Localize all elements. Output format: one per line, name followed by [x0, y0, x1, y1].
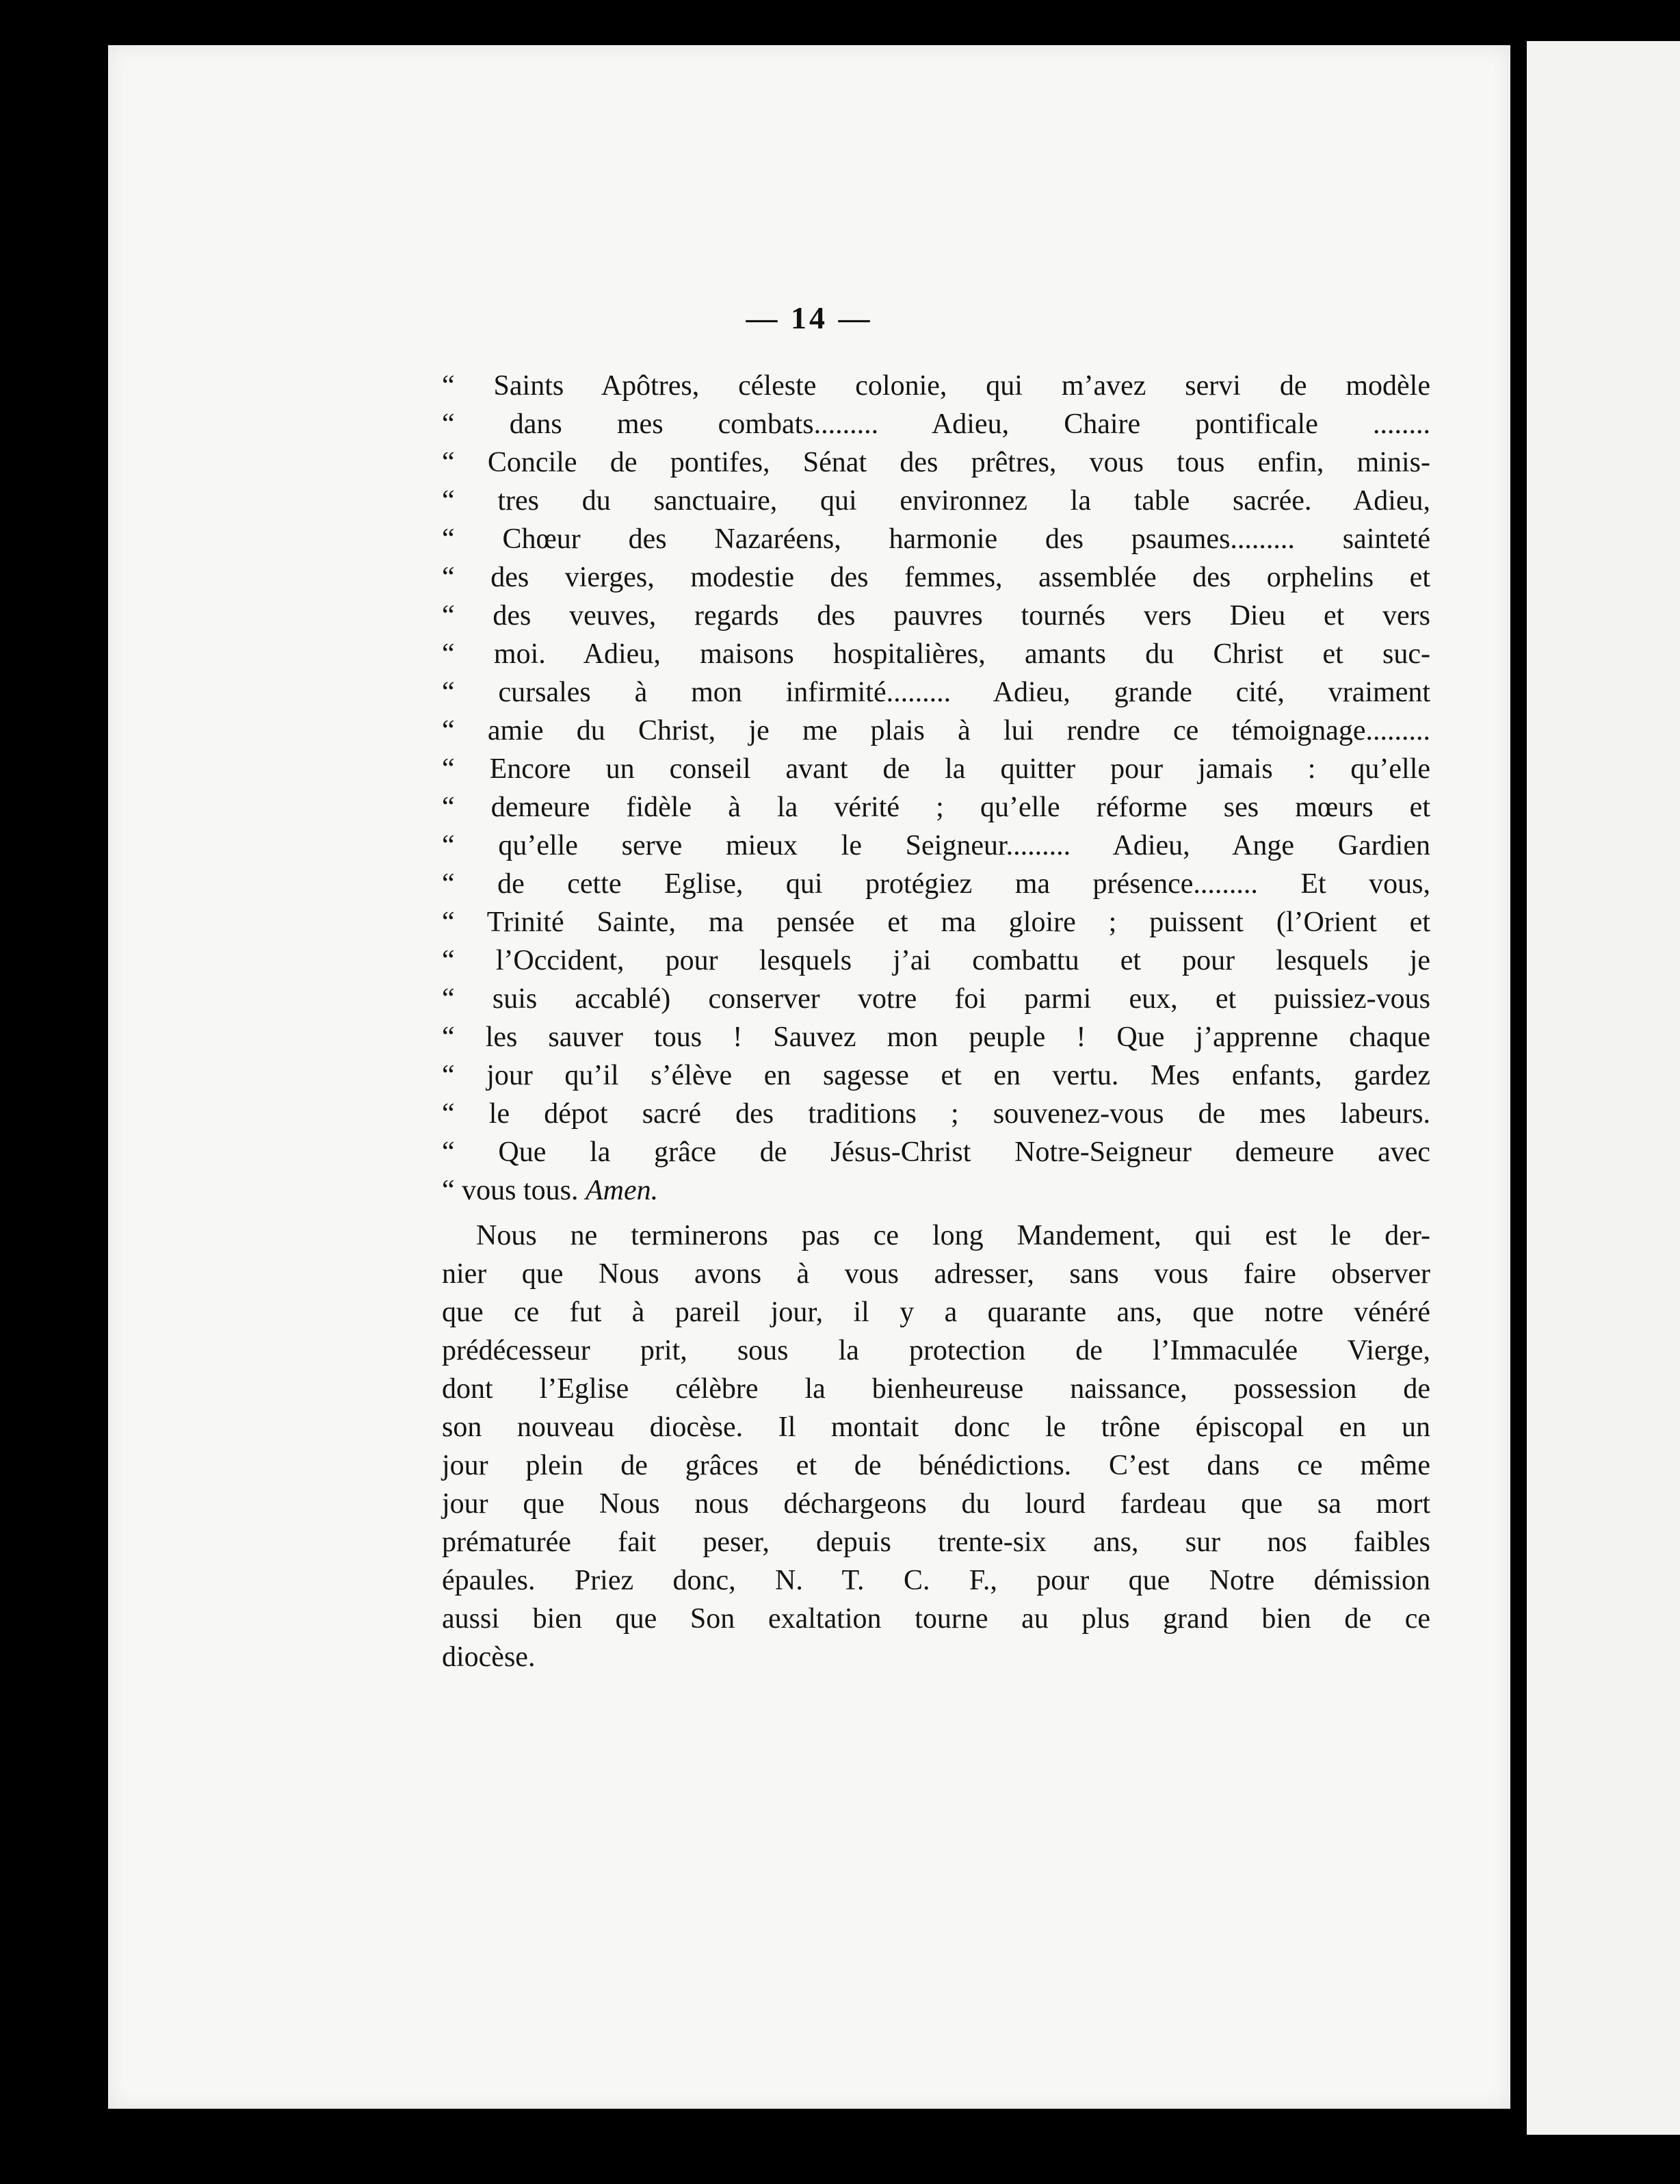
prose-line: dont l’Eglise célèbre la bienheureuse naissance, possession de: [442, 1373, 1430, 1405]
quote-line: “ Chœur des Nazaréens, harmonie des psaumes......... sainteté: [442, 523, 1430, 555]
quote-line: “ suis accablé) conserver votre foi parmi eux, et puissiez-vous: [442, 983, 1430, 1015]
prose-line: prédécesseur prit, sous la protection de l’Immaculée Vierge,: [442, 1335, 1430, 1366]
quote-closing-text: “ vous tous.: [442, 1175, 579, 1206]
prose-line: son nouveau diocèse. Il montait donc le trône épiscopal en un: [442, 1412, 1430, 1443]
prose-line: que ce fut à pareil jour, il y a quarante ans, que notre vénéré: [442, 1297, 1430, 1328]
prose-line: Nous ne terminerons pas ce long Mandement, qui est le der-: [476, 1220, 1430, 1251]
quote-line: “ tres du sanctuaire, qui environnez la table sacrée. Adieu,: [442, 485, 1430, 517]
prose-line: jour que Nous nous déchargeons du lourd fardeau que sa mort: [442, 1488, 1430, 1520]
quote-line: “ le dépot sacré des traditions ; souvenez-vous de mes labeurs.: [442, 1098, 1430, 1130]
quote-line-final: [442, 1171, 1430, 1210]
quote-line: “ dans mes combats......... Adieu, Chaire pontificale ........: [442, 408, 1430, 440]
quote-line: “ Saints Apôtres, céleste colonie, qui m’avez servi de modèle: [442, 370, 1430, 402]
book-page: [108, 45, 1510, 2109]
quote-line: “ Encore un conseil avant de la quitter pour jamais : qu’elle: [442, 753, 1430, 785]
quote-line: “ jour qu’il s’élève en sagesse et en vertu. Mes enfants, gardez: [442, 1060, 1430, 1091]
amen-word: Amen.: [586, 1175, 659, 1206]
page-number: — 14 —: [746, 300, 873, 335]
quote-line: “ cursales à mon infirmité......... Adieu, grande cité, vraiment: [442, 677, 1430, 708]
quote-line: “ qu’elle serve mieux le Seigneur......... Adieu, Ange Gardien: [442, 830, 1430, 861]
quote-line: “ moi. Adieu, maisons hospitalières, amants du Christ et suc-: [442, 638, 1430, 670]
quote-line: “ Que la grâce de Jésus-Christ Notre-Seigneur demeure avec: [442, 1136, 1430, 1168]
prose-line: aussi bien que Son exaltation tourne au plus grand bien de ce: [442, 1603, 1430, 1635]
prose-line: nier que Nous avons à vous adresser, sans vous faire observer: [442, 1258, 1430, 1290]
quote-line: “ l’Occident, pour lesquels j’ai combattu et pour lesquels je: [442, 945, 1430, 976]
prose-line: épaules. Priez donc, N. T. C. F., pour que Notre démission: [442, 1565, 1430, 1596]
quote-line: “ amie du Christ, je me plais à lui rendre ce témoignage.........: [442, 715, 1430, 746]
adjacent-page-edge: [1527, 41, 1680, 2135]
quote-line: “ Trinité Sainte, ma pensée et ma gloire ; puissent (l’Orient et: [442, 907, 1430, 938]
prose-line: prématurée fait peser, depuis trente-six ans, sur nos faibles: [442, 1526, 1430, 1558]
quote-line: “ des vierges, modestie des femmes, assemblée des orphelins et: [442, 562, 1430, 593]
quote-line: “ de cette Eglise, qui protégiez ma présence......... Et vous,: [442, 868, 1430, 900]
quote-line: “ demeure fidèle à la vérité ; qu’elle réforme ses mœurs et: [442, 792, 1430, 823]
quote-line: “ Concile de pontifes, Sénat des prêtres, vous tous enfin, minis-: [442, 447, 1430, 478]
prose-line: jour plein de grâces et de bénédictions. C’est dans ce même: [442, 1450, 1430, 1481]
quote-line: “ les sauver tous ! Sauvez mon peuple ! Que j’apprenne chaque: [442, 1022, 1430, 1053]
quote-line: “ des veuves, regards des pauvres tournés vers Dieu et vers: [442, 600, 1430, 632]
prose-line: diocèse.: [442, 1641, 536, 1673]
